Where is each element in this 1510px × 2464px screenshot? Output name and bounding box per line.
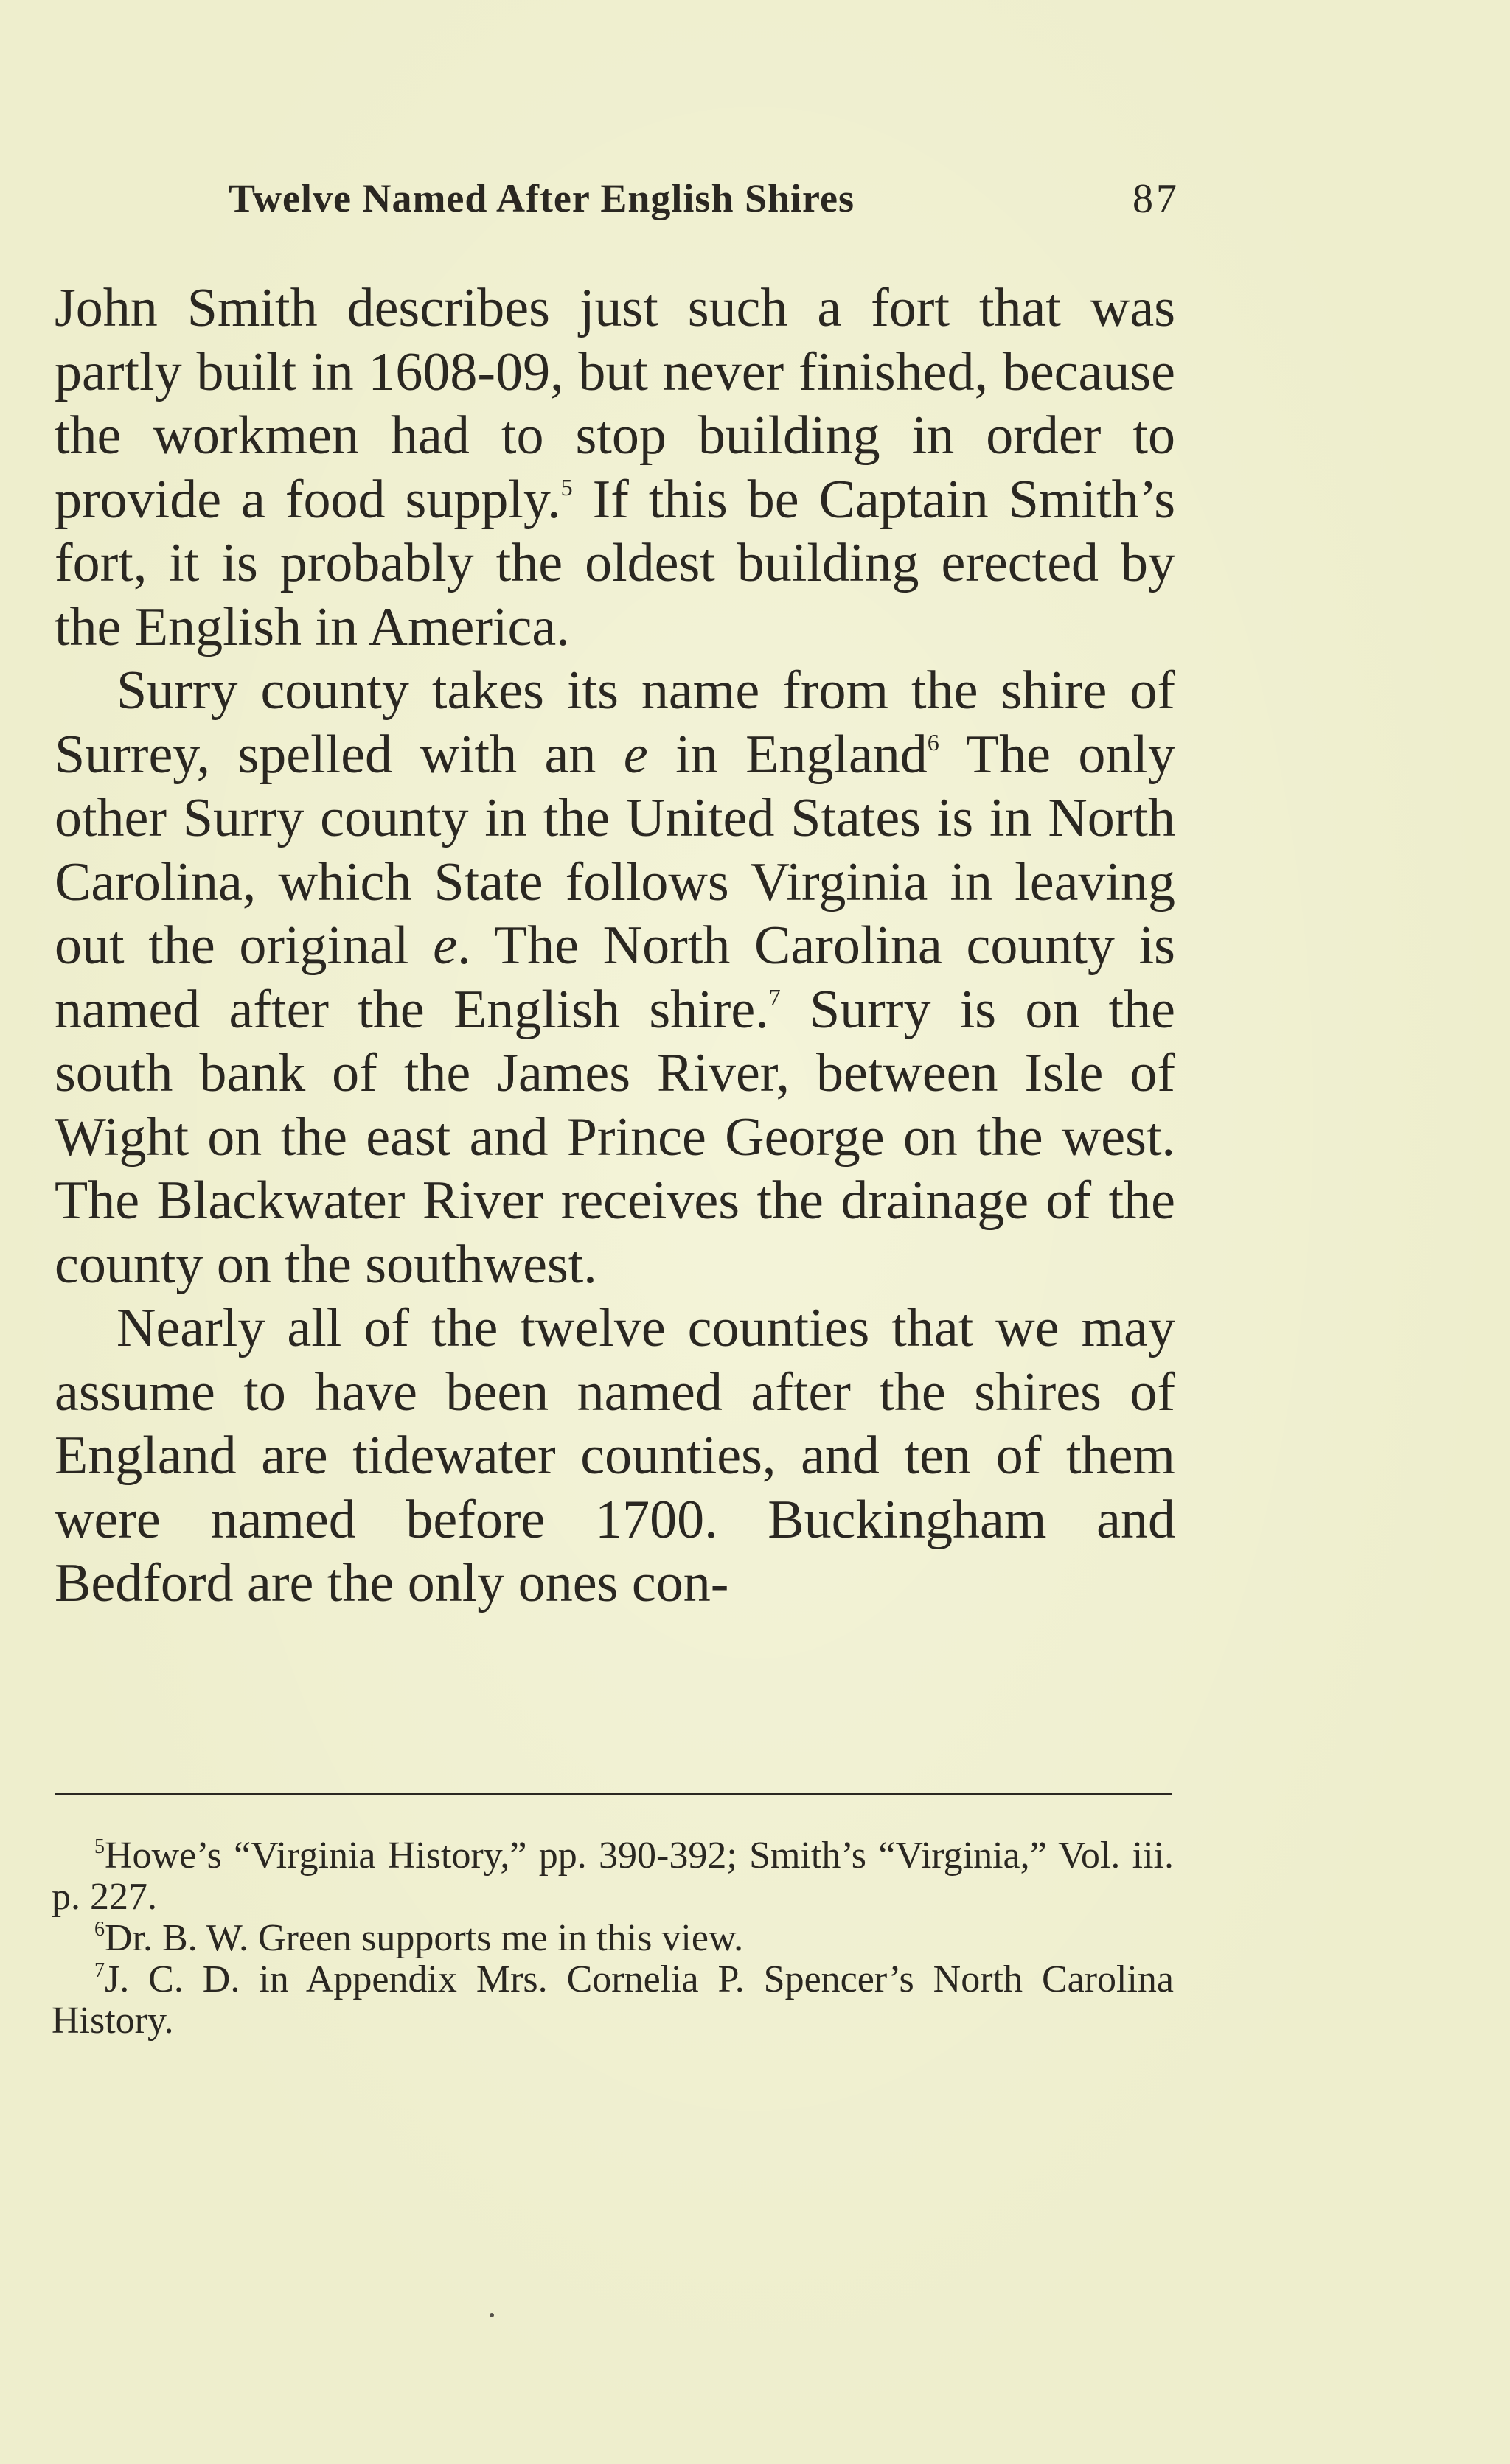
text-run: Surry county takes its name from the shire of Surrey, spelled with an xyxy=(55,660,1175,785)
footnote xyxy=(52,1918,1174,1959)
footnote-text: Dr. B. W. Green supports me in this view. xyxy=(105,1917,744,1959)
footnote-reference: 7 xyxy=(768,983,781,1011)
text-run: If this be Captain Smith’s fort, it is probably the oldest building erected by the English in America. xyxy=(55,469,1175,657)
text-run: . The North Carolina county is named after the English shire. xyxy=(55,915,1175,1040)
footnote-mark: 7 xyxy=(94,1959,105,1982)
text-run: John Smith describes just such a fort that was partly built in 1608-09, but never finished, because the workmen had to stop building in order to provide a food supply. xyxy=(55,278,1175,530)
footnote-reference: 6 xyxy=(927,728,939,755)
footnote-mark: 6 xyxy=(94,1918,105,1941)
footnote-text: Howe’s “Virginia History,” pp. 390-392; Smith’s “Virginia,” Vol. iii. p. 227. xyxy=(52,1835,1174,1918)
running-title: Twelve Named After English Shires xyxy=(229,176,855,220)
footnote-text: J. C. D. in Appendix Mrs. Cornelia P. Spencer’s North Carolina History. xyxy=(52,1958,1174,2042)
footnotes xyxy=(52,1835,1174,2042)
text-run: The only other Surry county in the United States is in North Carolina, which State follows Virginia in leaving out the original xyxy=(55,724,1175,976)
paragraph xyxy=(55,1296,1175,1616)
page-number: 87 xyxy=(1132,176,1180,222)
text-run: in England xyxy=(647,724,928,785)
italic-letter: e xyxy=(623,724,648,785)
footnote xyxy=(52,1835,1174,1918)
footnote-mark: 5 xyxy=(94,1835,105,1858)
paragraph xyxy=(55,659,1175,1296)
footnote-reference: 5 xyxy=(560,473,573,500)
paper-speck xyxy=(490,2313,494,2317)
main-text xyxy=(55,276,1175,1616)
footnote-divider xyxy=(55,1793,1172,1795)
text-run: Nearly all of the twelve counties that we may assume to have been named after the shires of England are tidewater counties, and ten of them were named before 1700. Buckingham and Bedford are the only ones con- xyxy=(55,1298,1175,1613)
text-run: Surry is on the south bank of the James River, between Isle of Wight on the east and Prince George on the west. The Blackwater River receives the drainage of the county on the southwest. xyxy=(55,979,1176,1295)
running-header xyxy=(229,168,1180,227)
italic-letter: e xyxy=(433,915,458,976)
footnote xyxy=(52,1959,1174,2042)
paragraph xyxy=(55,276,1175,659)
